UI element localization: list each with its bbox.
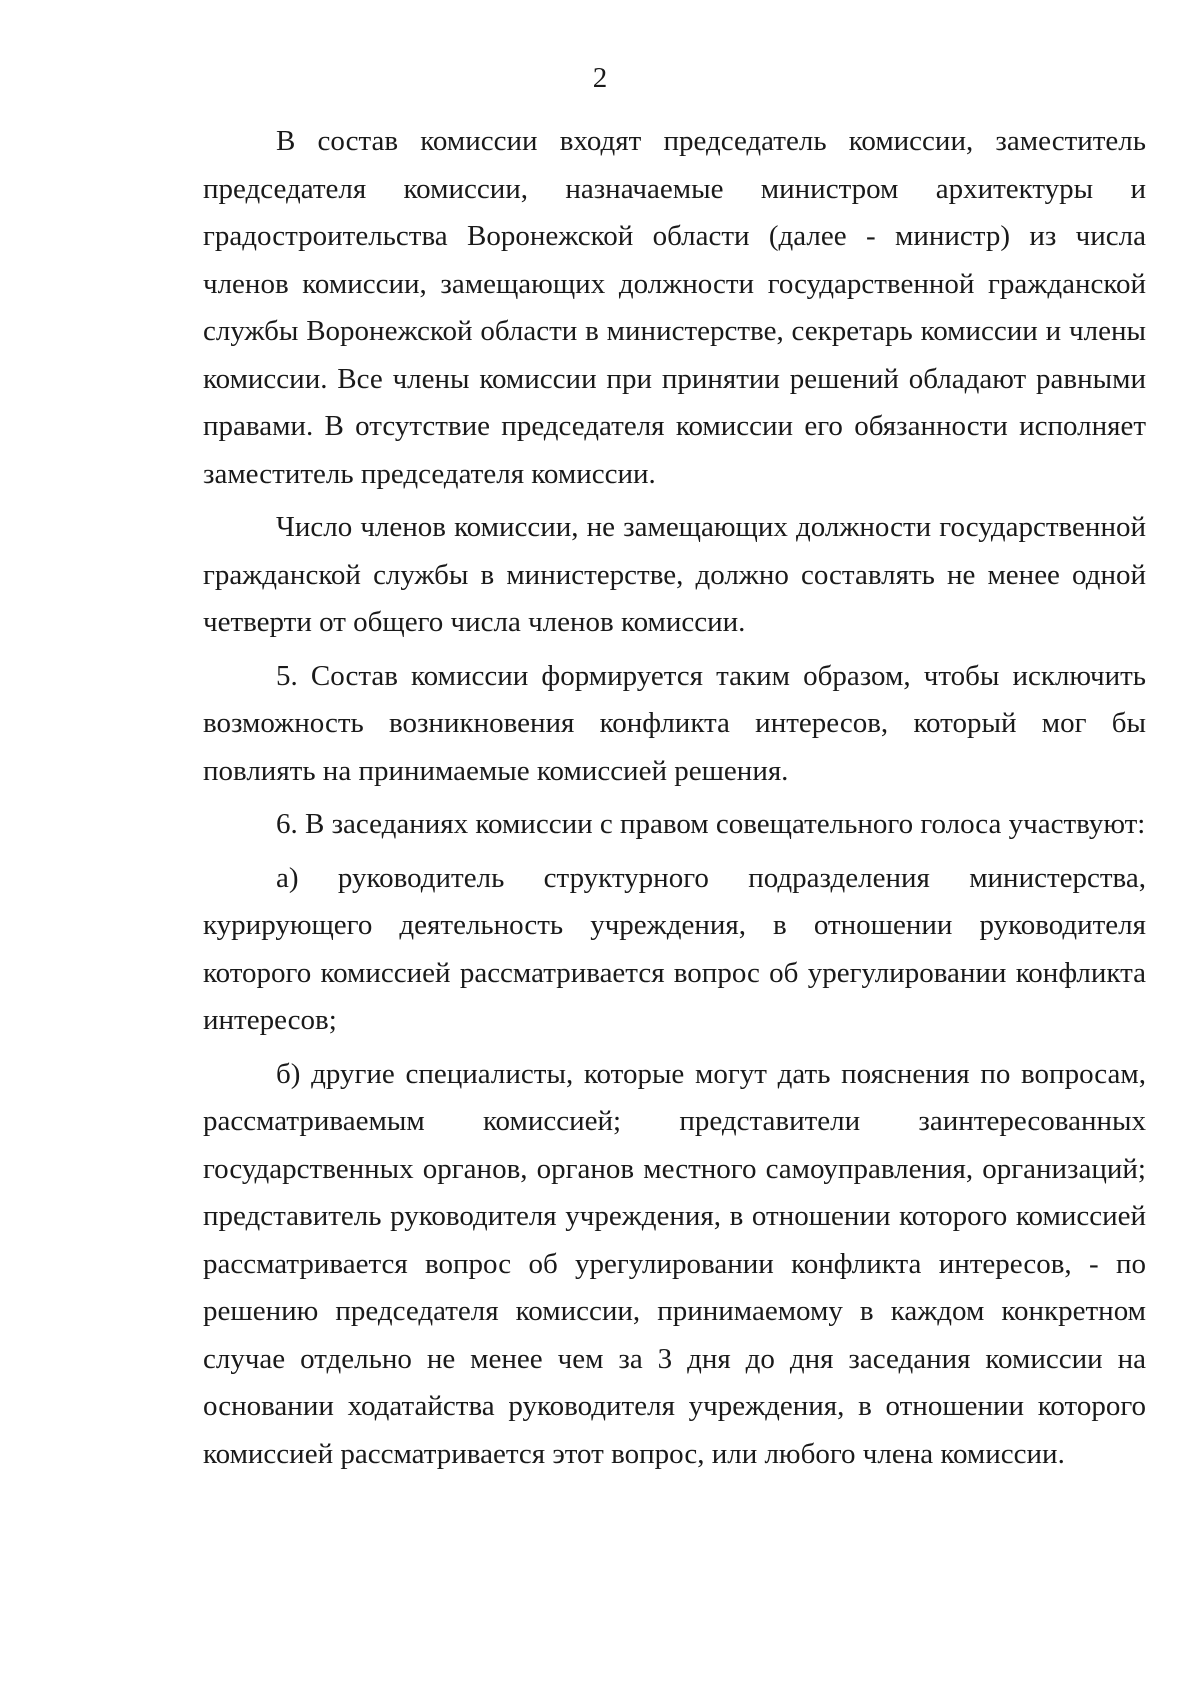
paragraph-item-6b: б) другие специалисты, которые могут дать пояснения по вопросам, рассматриваемым комиссией; представители заинтересованных государственных органов, органов местного самоуправления, организаций; представитель руководителя учреждения, в отношении которого комиссией рассматривается вопрос об урегулировании конфликта интересов, - по решению председателя комиссии, принимаемому в каждом конкретном случае отдельно не менее чем за 3 дня до дня заседания комиссии на основании ходатайства руководителя учреждения, в отношении которого комиссией рассматривается этот вопрос, или любого члена комиссии. [203, 1057, 1146, 1470]
paragraph-item-6a: а) руководитель структурного подразделения министерства, курирующего деятельность учреждения, в отношении руководителя которого комиссией рассматривается вопрос об урегулировании конфликта интересов; [203, 861, 1146, 1036]
document-body [203, 118, 1146, 1484]
page-number: 2 [592, 62, 608, 94]
paragraph-commission-composition: В состав комиссии входят председатель комиссии, заместитель председателя комиссии, назначаемые министром архитектуры и градостроительства Воронежской области (далее - министр) из числа членов комиссии, замещающих должности государственной гражданской службы Воронежской области в министерстве, секретарь комиссии и члены комиссии. Все члены комиссии при принятии решений обладают равными правами. В отсутствие председателя комиссии его обязанности исполняет заместитель председателя комиссии. [203, 125, 1146, 490]
paragraph-item-6: 6. В заседаниях комиссии с правом совещательного голоса участвуют: [276, 808, 1146, 840]
paragraph-item-5: 5. Состав комиссии формируется таким образом, чтобы исключить возможность возникновения конфликта интересов, который мог бы повлиять на принимаемые комиссией решения. [203, 659, 1146, 787]
paragraph-non-civil-members: Число членов комиссии, не замещающих должности государственной гражданской службы в министерстве, должно составлять не менее одной четверти от общего числа членов комиссии. [203, 511, 1146, 638]
